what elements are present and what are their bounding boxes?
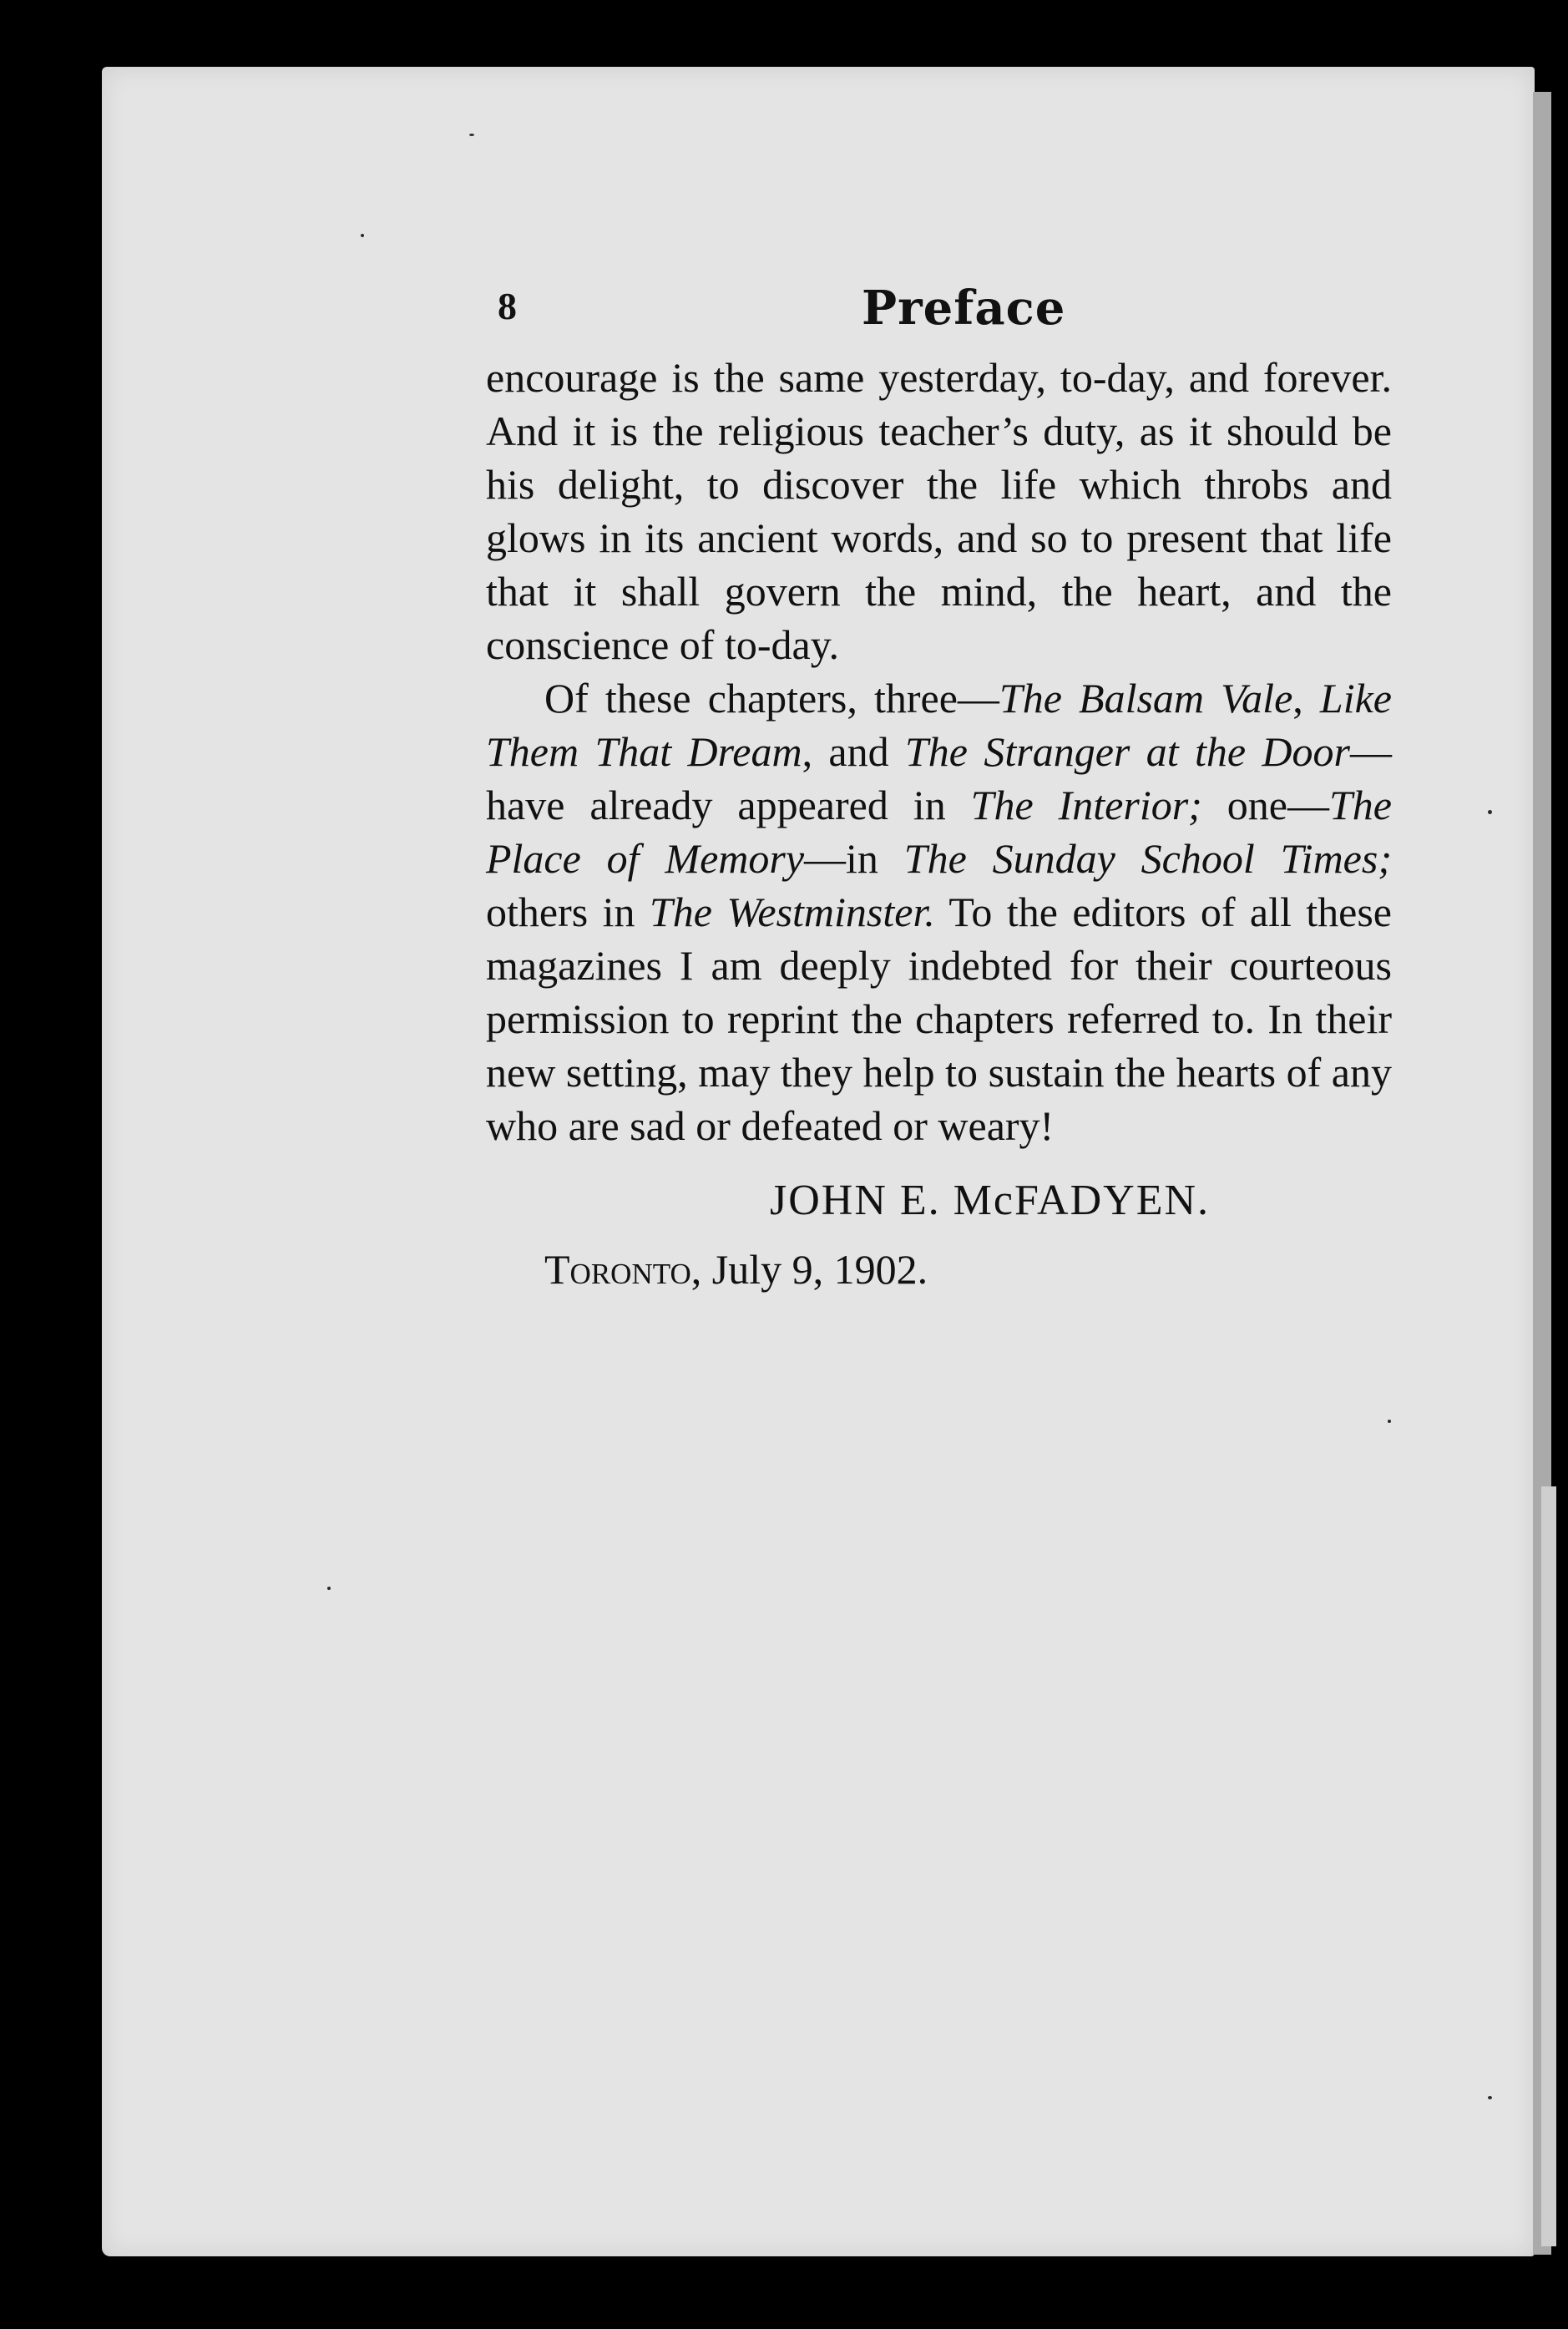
- paragraph-1: encourage is the same yesterday, to-day, and forever. And it is the religious teacher’s duty, as it should be his delight, to discover the life which throbs and glows in its ancient words, and so to present that life that it shall govern the mind, the heart, and the conscience of to-day.: [486, 354, 1392, 668]
- chapter-title: The Stranger at the Door: [905, 728, 1351, 775]
- running-title: Preface: [862, 281, 1066, 336]
- text-span: , and: [802, 728, 905, 775]
- speck: [1388, 1420, 1391, 1423]
- speck: [327, 1587, 331, 1590]
- magazine-title: The Interior;: [970, 782, 1202, 828]
- place: Toronto,: [544, 1246, 702, 1293]
- speck: [1488, 2096, 1492, 2099]
- text-span: others in: [486, 889, 650, 935]
- chapter-title: Like Them That Dream: [486, 675, 1392, 775]
- text-span: —in: [804, 835, 904, 882]
- speck: [361, 234, 364, 237]
- page-number: 8: [498, 285, 517, 327]
- chapter-title: The Place of Memory: [486, 782, 1392, 882]
- speck: [1488, 810, 1492, 814]
- page-edge: [1541, 1486, 1556, 2246]
- text-span: Of these chapters, three—: [544, 675, 999, 721]
- running-head: [486, 276, 1392, 351]
- text-span: one—: [1201, 782, 1329, 828]
- chapter-title: The Balsam Vale: [999, 675, 1293, 721]
- text-span: To the editors of all these magazines I am deeply indebted for their courteous permission to reprint the chapters referred to. In their new setting, may they help to sustain the hearts of any who are sad or defeated or weary!: [486, 889, 1392, 1149]
- magazine-title: The Sunday School Times;: [903, 835, 1392, 882]
- speck: [469, 134, 474, 136]
- paragraph-2: [486, 671, 1392, 1152]
- dateline: [486, 1245, 1392, 1294]
- date: July 9, 1902.: [701, 1246, 928, 1293]
- author-signature: JOHN E. McFADYEN.: [770, 1177, 1211, 1224]
- text-span: —have already appeared in: [486, 728, 1393, 828]
- text-span: ,: [1292, 675, 1320, 721]
- text-block: [486, 276, 1392, 1294]
- magazine-title: The Westminster.: [649, 889, 935, 935]
